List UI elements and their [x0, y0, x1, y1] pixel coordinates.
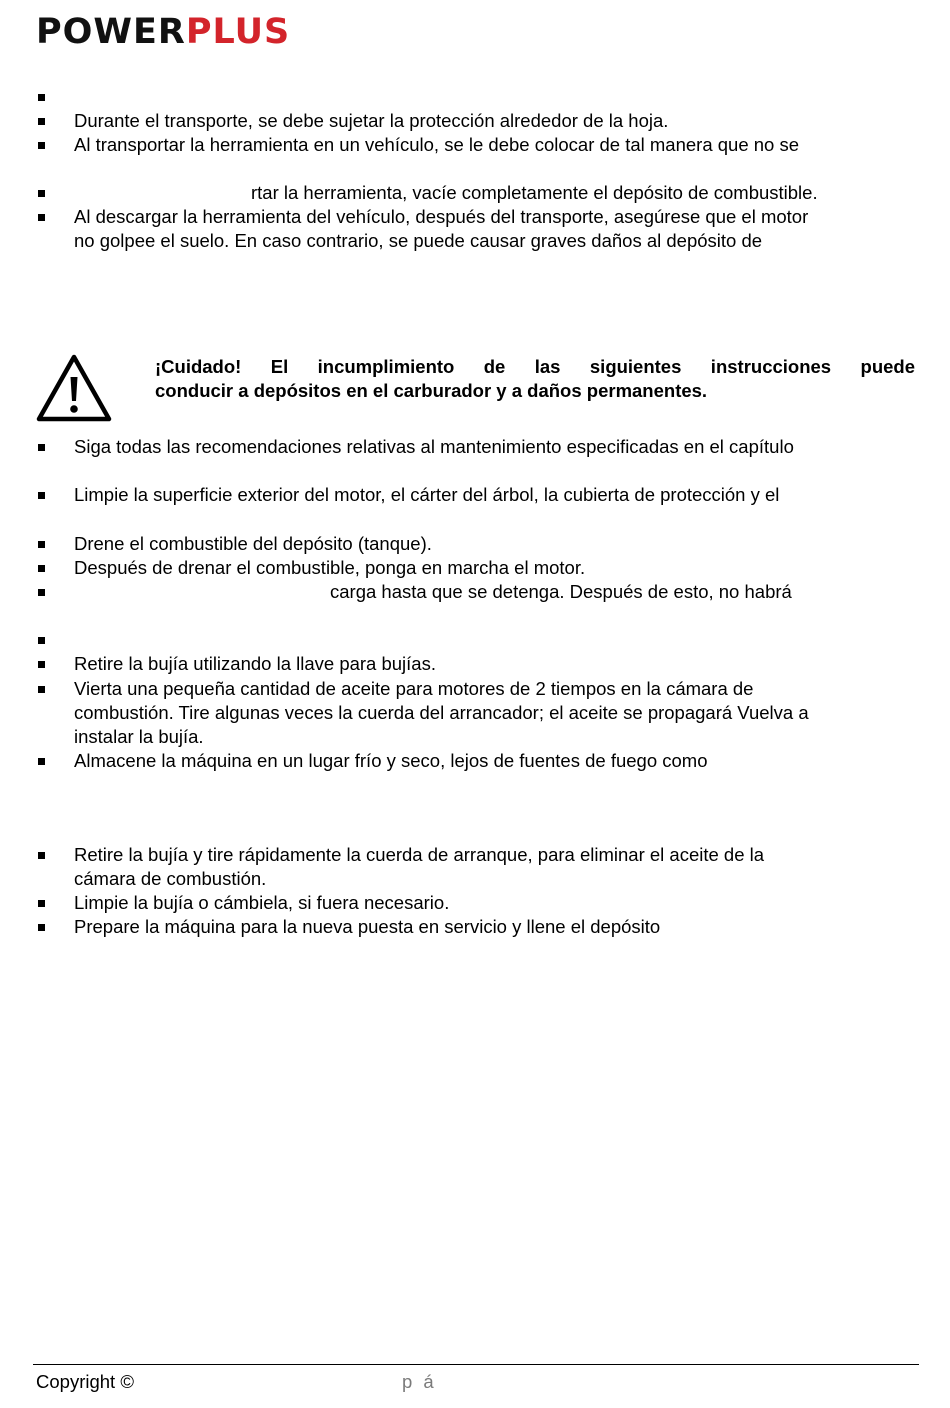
footer-divider [33, 1364, 919, 1365]
bullet-icon [38, 190, 45, 197]
bullet-icon [38, 444, 45, 451]
list-item-text: Después de drenar el combustible, ponga en marcha el motor. [74, 557, 586, 578]
bullet-icon [38, 142, 45, 149]
list-item-text: Drene el combustible del depósito (tanque). [74, 533, 432, 554]
list-item-text: Vierta una pequeña cantidad de aceite para motores de 2 tiempos en la cámara de [74, 678, 754, 699]
logo-power: POWER [36, 12, 186, 52]
bullet-icon [38, 900, 45, 907]
bullet-icon [38, 852, 45, 859]
footer-copyright: Copyright © [36, 1371, 134, 1392]
list-item-text: no golpee el suelo. En caso contrario, se puede causar graves daños al depósito de [74, 230, 763, 251]
list-item-text: cámara de combustión. [74, 868, 267, 889]
list-item-text: Al descargar la herramienta del vehículo, después del transporte, asegúrese que el motor [74, 206, 809, 227]
warning-text [155, 355, 915, 403]
bullet-icon [38, 661, 45, 668]
warning-triangle-icon [36, 353, 112, 423]
bullet-icon [38, 214, 45, 221]
warning-line-2: conducir a depósitos en el carburador y a daños permanentes. [155, 380, 708, 401]
list-item-text: carga hasta que se detenga. Después de esto, no habrá [330, 581, 792, 602]
bullet-icon [38, 541, 45, 548]
list-item-text: rtar la herramienta, vacíe completamente el depósito de combustible. [251, 182, 818, 203]
list-item-text: Retire la bujía utilizando la llave para bujías. [74, 653, 436, 674]
list-item-text: Almacene la máquina en un lugar frío y seco, lejos de fuentes de fuego como [74, 750, 708, 771]
bullet-icon [38, 565, 45, 572]
bullet-icon [38, 492, 45, 499]
bullet-icon [38, 758, 45, 765]
bullet-icon [38, 924, 45, 931]
list-item-text: Retire la bujía y tire rápidamente la cuerda de arranque, para eliminar el aceite de la [74, 844, 765, 865]
list-item-text: combustión. Tire algunas veces la cuerda del arrancador; el aceite se propagará Vuelva a [74, 702, 809, 723]
brand-logo [36, 10, 290, 54]
bullet-icon [38, 589, 45, 596]
list-item-text: instalar la bujía. [74, 726, 204, 747]
logo-plus: PLUS [185, 12, 291, 52]
warning-line-1: ¡Cuidado! El incumplimiento de las siguientes instrucciones puede [155, 356, 915, 377]
list-item-text: Prepare la máquina para la nueva puesta en servicio y llene el depósito [74, 916, 661, 937]
list-item-text: Durante el transporte, se debe sujetar la protección alrededor de la hoja. [74, 110, 669, 131]
bullet-icon [38, 118, 45, 125]
bullet-icon [38, 686, 45, 693]
bullet-icon [38, 94, 45, 101]
footer-page-label: p á [402, 1371, 437, 1392]
list-item-text: Siga todas las recomendaciones relativas al mantenimiento especificadas en el capítulo [74, 436, 794, 457]
list-item-text: Limpie la superficie exterior del motor, el cárter del árbol, la cubierta de protección y el [74, 484, 780, 505]
list-item-text: Limpie la bujía o cámbiela, si fuera necesario. [74, 892, 450, 913]
bullet-icon [38, 637, 45, 644]
list-item-text: Al transportar la herramienta en un vehículo, se le debe colocar de tal manera que no se [74, 134, 800, 155]
